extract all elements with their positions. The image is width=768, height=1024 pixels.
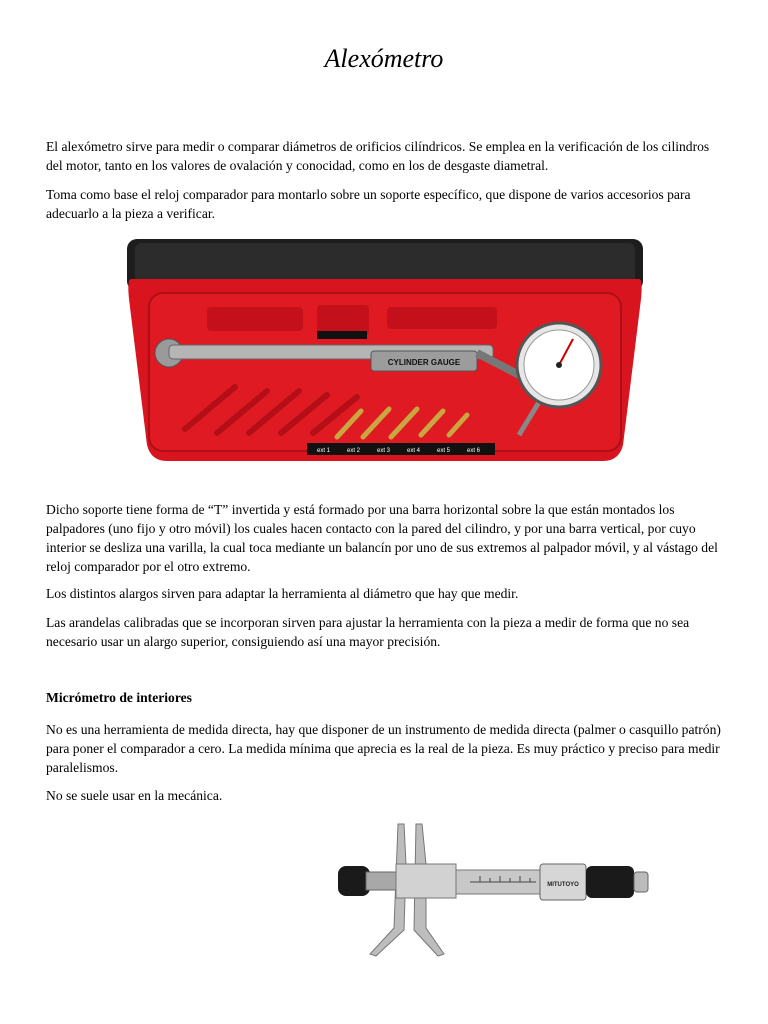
micrometer-brand: MITUTOYO (547, 882, 579, 888)
paragraph-washers: Las arandelas calibradas que se incorporan sirven para ajustar la herramienta con la pieza a medir de forma que no sea necesario usar un alargo superior, consiguiendo así una mayor precisión. (46, 615, 690, 649)
section-heading-micrometer: Micrómetro de interiores (46, 690, 192, 705)
extension-label-2: ext 2 (347, 448, 361, 454)
paragraph-micrometer: No es una herramienta de medida directa, hay que disponer de un instrumento de medida directa (palmer o casquillo patrón) para poner el comparador a cero. La medida mínima que aprecia es la real de la pieza. Es muy práctico y preciso para medir paralelismos. (46, 722, 721, 775)
gauge-bar-label: CYLINDER GAUGE (387, 358, 461, 367)
washer-label-strip (317, 331, 367, 339)
recess (207, 307, 303, 331)
recess (317, 305, 369, 335)
recess (387, 307, 497, 329)
extension-label-6: ext 6 (467, 448, 481, 454)
paragraph-base: Toma como base el reloj comparador para montarlo sobre un soporte específico, que dispone de varios accesorios para adecuarlo a la pieza a verificar. (46, 187, 691, 221)
extension-label-4: ext 4 (407, 448, 421, 454)
bore-gauge-case-image (127, 239, 643, 465)
paragraph-usage: No se suele usar en la mecánica. (46, 788, 223, 803)
page-title: Alexómetro (324, 44, 444, 73)
dial-center (556, 362, 562, 368)
extension-label-1: ext 1 (317, 448, 331, 454)
paragraph-intro: El alexómetro sirve para medir o comparar diámetros de orificios cilíndricos. Se emplea en la verificación de los cilindros del motor, tanto en los valores de ovalación y conocidad, como en los de desgaste diametral. (46, 139, 710, 173)
paragraph-extensions: Los distintos alargos sirven para adaptar la herramienta al diámetro que hay que medir. (46, 586, 519, 601)
micrometer-ratchet (586, 866, 634, 898)
micrometer-end-cap (634, 872, 648, 892)
case-lid-foam (135, 243, 635, 283)
micrometer-lock-knob (338, 866, 370, 896)
micrometer-shaft-left (366, 872, 396, 890)
extension-label-5: ext 5 (437, 448, 451, 454)
paragraph-support: Dicho soporte tiene forma de “T” invertida y está formado por una barra horizontal sobre la que están montados los palpadores (uno fijo y otro móvil) los cuales hacen contacto con la pared del cilindro, y por una barra vertical, por cuyo interior se desliza una varilla, la cual toca mediante un balancín por uno de sus extremos al palpador móvil, y al vástago del reloj comparador por el otro extremo. (46, 502, 718, 574)
extension-label-3: ext 3 (377, 448, 391, 454)
micrometer-body (396, 864, 456, 898)
inside-micrometer-image (330, 820, 660, 970)
